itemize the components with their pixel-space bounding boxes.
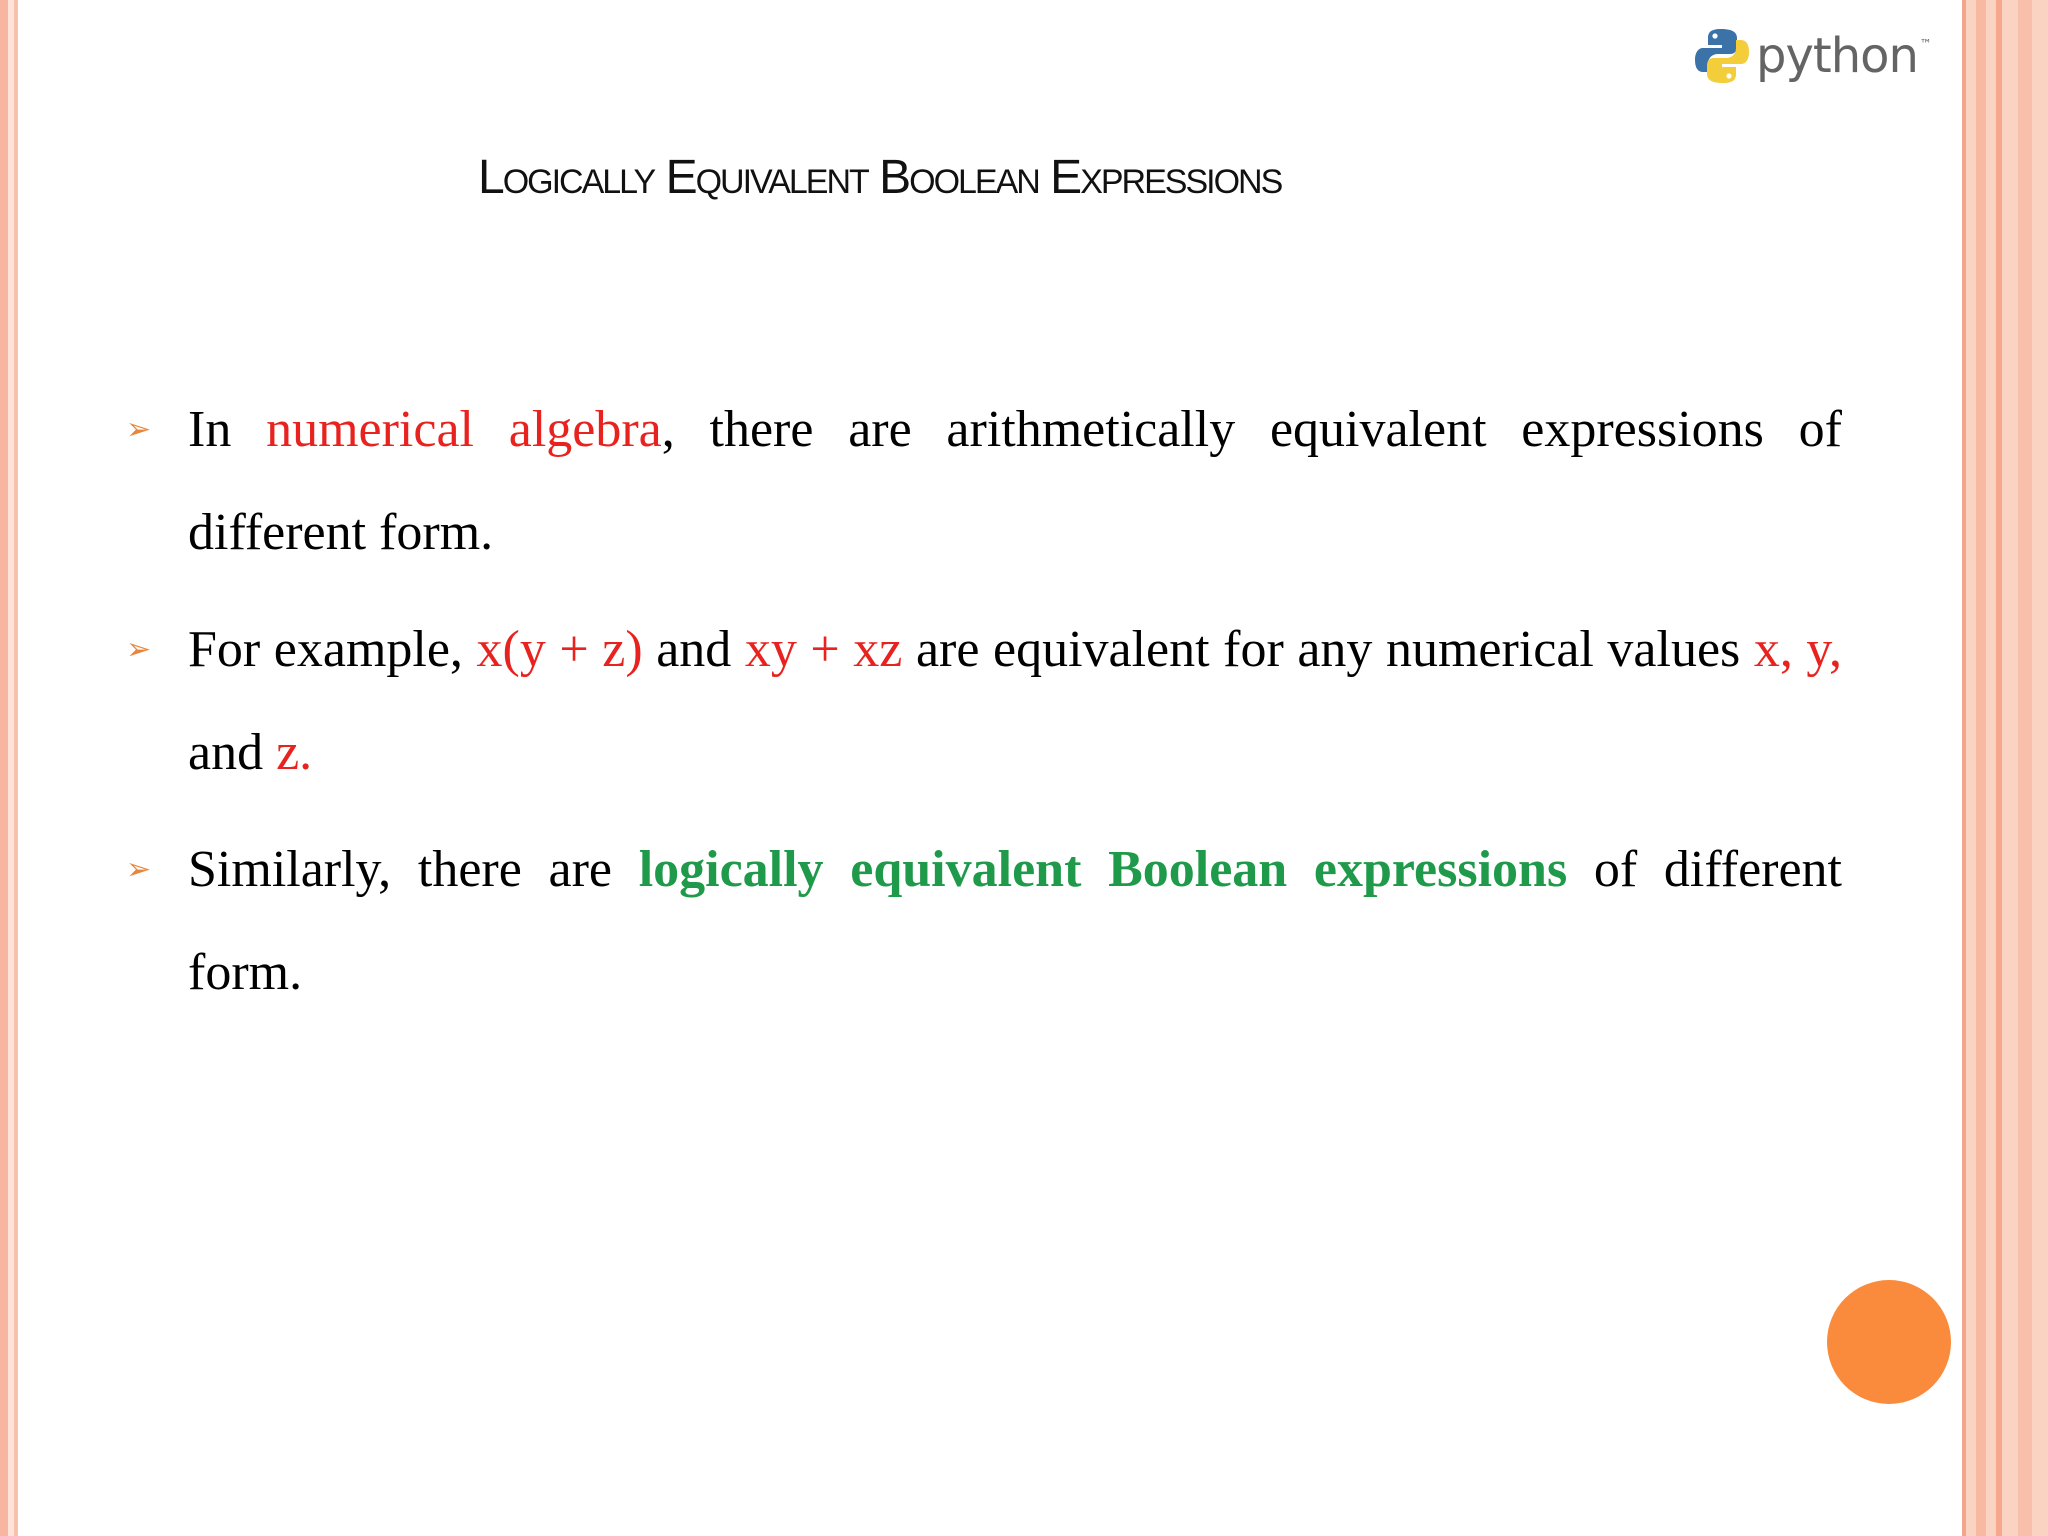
text-run: For example, [188,621,477,678]
highlight-red-text: numerical algebra [266,401,662,458]
highlight-red-text: x, y, [1753,621,1843,678]
highlight-red-text: z. [276,724,313,781]
logo-text: python [1756,28,1918,84]
slide-title: Logically Equivalent Boolean Expressions [478,151,1282,204]
text-run: Similarly, there are [188,841,639,898]
right-border-line [2018,0,2032,1536]
logo-trademark: ™ [1919,37,1932,51]
bullet-list [120,378,1842,1038]
arrow-bullet-icon: ➢ [126,412,152,447]
python-logo [1694,20,1932,92]
text-run: are equivalent for any numerical values [902,621,1754,678]
arrow-bullet-icon: ➢ [126,852,152,887]
right-border-line [1962,0,1966,1536]
decorative-orange-circle [1827,1280,1951,1404]
left-border-stripe-edge [14,0,18,1536]
right-border-band [1962,0,2048,1536]
highlight-green-text: logically equivalent Boolean expressions [638,841,1568,898]
bullet-item [120,818,1842,1024]
right-border-line [1996,0,2002,1536]
arrow-bullet-icon: ➢ [126,632,152,667]
text-run: and [188,724,277,781]
text-run: and [642,621,745,678]
right-border-line [1976,0,1986,1536]
highlight-red-text: xy + xz [744,621,903,678]
text-run: In [188,401,267,458]
text-run: , there are arithmetically equivalent expressions of different form. [188,401,1842,561]
bullet-item [120,598,1842,804]
left-border-stripe [0,0,8,1536]
highlight-red-text: x(y + z) [476,621,643,678]
bullet-item [120,378,1842,584]
text-run: of different form. [188,841,1842,1001]
python-logo-icon [1694,26,1750,86]
